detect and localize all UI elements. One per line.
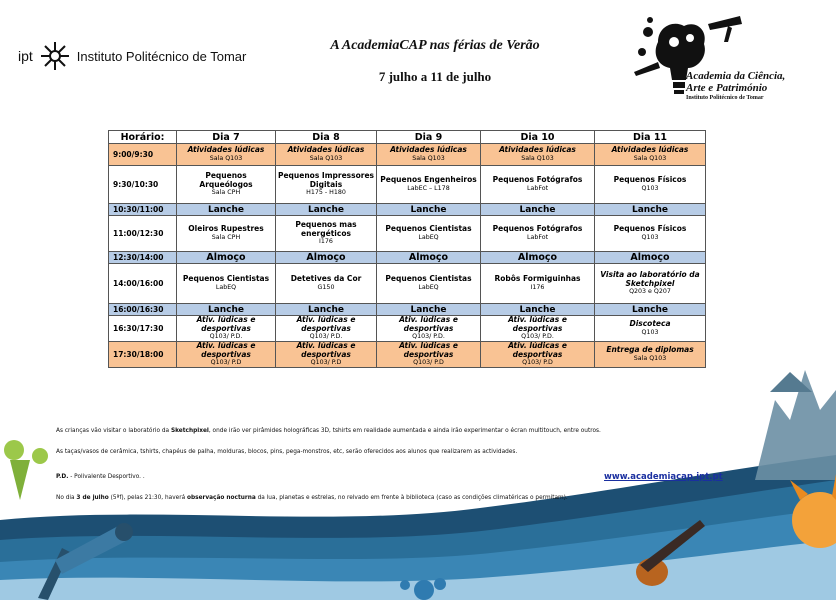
activity-cell <box>481 166 595 204</box>
activity-room: Sala Q103 <box>633 354 667 362</box>
activity-name: Atividades lúdicas <box>187 145 265 155</box>
activity-name: Ativ. lúdicas e desportivas <box>508 315 567 333</box>
time-slot: 17:30/18:00 <box>109 342 177 368</box>
note-text: No dia <box>56 495 77 501</box>
schedule-table <box>108 130 706 368</box>
activity-name: Detetives da Cor <box>290 274 362 284</box>
activity-cell <box>177 316 276 342</box>
activity-cell <box>177 216 276 252</box>
activity-room: I176 <box>319 238 333 245</box>
activity-cell <box>276 264 377 304</box>
academia-line3: Instituto Politécnico de Tomar <box>686 95 764 101</box>
snack-cell: Lanche <box>177 304 276 316</box>
activity-cell <box>481 342 595 368</box>
activity-room: Q103 <box>641 233 659 241</box>
activity-room: Sala Q103 <box>412 154 445 162</box>
snack-cell: Lanche <box>377 204 481 216</box>
ipt-name: Instituto Politécnico de Tomar <box>76 48 247 64</box>
activity-cell <box>595 144 706 166</box>
column-header: Dia 10 <box>481 131 595 144</box>
lunch-cell: Almoço <box>481 252 595 264</box>
activity-cell <box>595 316 706 342</box>
time-slot: 16:00/16:30 <box>109 304 177 316</box>
page-title: A AcademiaCAP nas férias de Verão <box>330 38 540 53</box>
note-gifts: As taças/vasos de cerâmica, tshirts, chapéus de palha, molduras, blocos, pins, pega-monstros, etc, serão oferecidos aos alunos que realizarem as actividades. <box>56 449 518 455</box>
lunch-cell: Almoço <box>177 252 276 264</box>
activity-cell <box>595 166 706 204</box>
snack-cell: Lanche <box>595 204 706 216</box>
activity-name: Ativ. lúdicas e desportivas <box>296 341 356 359</box>
activity-cell <box>276 216 377 252</box>
activity-room: LabEQ <box>215 283 237 291</box>
note-text: Sketchpixel <box>170 428 209 434</box>
website-link[interactable]: www.academiacap.ipt.pt <box>604 472 723 482</box>
activity-name: Ativ. lúdicas e desportivas <box>196 315 256 333</box>
activity-name: Pequenos mas energéticos <box>295 220 357 238</box>
activity-name: Visita ao laboratório da Sketchpixel <box>600 270 700 288</box>
activity-name: Ativ. lúdicas e desportivas <box>399 315 458 333</box>
ipt-abbr: ipt <box>18 48 33 64</box>
activity-name: Robôs Formiguinhas <box>494 274 581 284</box>
activity-room: Sala CPH <box>211 233 241 241</box>
activity-cell <box>481 316 595 342</box>
activity-cell <box>595 342 706 368</box>
activity-name: Pequenos Cientistas <box>182 274 270 284</box>
activity-room: Sala Q103 <box>521 154 554 162</box>
activity-name: Atividades lúdicas <box>390 145 467 155</box>
lunch-cell: Almoço <box>377 252 481 264</box>
time-slot: 11:00/12:30 <box>109 216 177 252</box>
green-plant-icon <box>4 440 48 500</box>
schedule-row <box>109 304 706 316</box>
activity-name: Pequenos Impressores Digitais <box>277 171 375 189</box>
activity-cell <box>177 144 276 166</box>
schedule-row <box>109 252 706 264</box>
castle-icon <box>755 370 836 480</box>
note-sketchpixel <box>56 428 601 434</box>
activity-name: Atividades lúdicas <box>611 145 689 155</box>
schedule-row <box>109 216 706 252</box>
activity-name: Entrega de diplomas <box>606 345 694 355</box>
activity-cell <box>276 144 377 166</box>
activity-room: Sala Q103 <box>209 154 243 162</box>
activity-room: Sala Q103 <box>633 154 667 162</box>
snack-cell: Lanche <box>481 304 595 316</box>
activity-cell <box>377 216 481 252</box>
schedule-header-row <box>109 131 706 144</box>
snack-cell: Lanche <box>177 204 276 216</box>
activity-cell <box>481 216 595 252</box>
note-text: observação nocturna <box>186 495 256 501</box>
activity-room: LabFot <box>526 184 549 192</box>
schedule-row <box>109 166 706 204</box>
activity-cell <box>481 144 595 166</box>
snack-cell: Lanche <box>276 304 377 316</box>
lunch-cell: Almoço <box>595 252 706 264</box>
activity-room: Q103/ P.D <box>413 359 444 366</box>
activity-cell <box>595 216 706 252</box>
schedule-row <box>109 144 706 166</box>
activity-room: Q103 <box>641 184 659 192</box>
activity-room: Q103 <box>641 328 659 336</box>
note-text: 3 de julho <box>76 495 109 501</box>
activity-name: Ativ. lúdicas e desportivas <box>399 341 458 359</box>
academia-line1: Academia da Ciência, <box>686 70 786 82</box>
activity-name: Pequenos Engenheiros <box>380 175 477 185</box>
activity-room: LabEQ <box>418 233 439 241</box>
activity-room: Q103/ P.D. <box>412 333 445 340</box>
activity-room: Sala CPH <box>211 189 241 196</box>
activity-cell <box>377 316 481 342</box>
activity-cell <box>177 166 276 204</box>
note-pd <box>56 474 145 480</box>
activity-room: LabEC – L178 <box>407 184 450 192</box>
activity-name: Ativ. lúdicas e desportivas <box>508 341 567 359</box>
activity-cell <box>377 166 481 204</box>
activity-room: Q103/ P.D <box>310 359 342 366</box>
activity-name: Oleiros Rupestres <box>188 224 264 234</box>
activity-cell <box>276 342 377 368</box>
activity-room: LabEQ <box>418 283 439 291</box>
academia-line2: Arte e Património <box>686 82 768 94</box>
activity-name: Pequenos Físicos <box>613 224 687 234</box>
snack-cell: Lanche <box>377 304 481 316</box>
activity-name: Pequenos Cientistas <box>385 274 472 284</box>
time-slot: 9:00/9:30 <box>109 144 177 166</box>
column-header: Dia 11 <box>595 131 706 144</box>
note-text: , onde irão ver pirâmides holográficas 3D, tshirts em realidade aumentada e ainda irão experimentar o écran multitouch, entre outros. <box>208 428 601 434</box>
activity-room: Q103/ P.D <box>210 359 242 366</box>
note-text: (5ªf), pelas 21:30, haverá <box>108 495 187 501</box>
activity-room: Q103/ P.D. <box>209 333 243 340</box>
activity-cell <box>276 166 377 204</box>
activity-room: Sala Q103 <box>309 154 343 162</box>
activity-cell <box>377 342 481 368</box>
activity-name: Ativ. lúdicas e desportivas <box>196 341 256 359</box>
snack-cell: Lanche <box>276 204 377 216</box>
column-header: Dia 8 <box>276 131 377 144</box>
activity-name: Ativ. lúdicas e desportivas <box>296 315 356 333</box>
activity-cell <box>177 342 276 368</box>
column-header: Horário: <box>109 131 177 144</box>
activity-name: Discoteca <box>629 319 671 329</box>
activity-room: Q203 e Q207 <box>629 288 671 295</box>
activity-cell <box>276 316 377 342</box>
schedule-row <box>109 204 706 216</box>
activity-name: Pequenos Fotógrafos <box>492 224 583 234</box>
time-slot: 14:00/16:00 <box>109 264 177 304</box>
activity-name: Pequenos Físicos <box>613 175 687 185</box>
activity-room: Q103/ P.D. <box>521 333 554 340</box>
activity-room: G150 <box>317 283 335 291</box>
page-dates: 7 julho a 11 de julho <box>378 69 492 84</box>
activity-name: Pequenos Arqueólogos <box>199 171 253 189</box>
schedule-row <box>109 342 706 368</box>
activity-cell <box>377 144 481 166</box>
schedule-row <box>109 264 706 304</box>
activity-name: Pequenos Fotógrafos <box>492 175 583 185</box>
time-slot: 16:30/17:30 <box>109 316 177 342</box>
time-slot: 9:30/10:30 <box>109 166 177 204</box>
snack-cell: Lanche <box>595 304 706 316</box>
activity-room: Q103/ P.D. <box>309 333 343 340</box>
activity-room: LabFot <box>526 233 549 241</box>
note-text: - Polivalente Desportivo. . <box>68 474 145 480</box>
activity-cell <box>481 264 595 304</box>
note-observation <box>56 495 568 501</box>
activity-cell <box>177 264 276 304</box>
column-header: Dia 9 <box>377 131 481 144</box>
activity-room: H175 - H180 <box>306 189 346 196</box>
note-text: da lua, planetas e estrelas, no relvado em frente à biblioteca (caso as condições climatéricas o permitam). <box>255 495 568 501</box>
activity-name: Pequenos Cientistas <box>385 224 472 234</box>
activity-cell <box>595 264 706 304</box>
ipt-star-icon <box>39 40 71 72</box>
note-text: P.D. <box>56 474 69 480</box>
column-header: Dia 7 <box>177 131 276 144</box>
activity-room: I176 <box>530 283 545 291</box>
note-text: As crianças vão visitar o laboratório da <box>56 428 171 434</box>
ipt-logo <box>18 40 246 72</box>
time-slot: 12:30/14:00 <box>109 252 177 264</box>
activity-cell <box>377 264 481 304</box>
time-slot: 10:30/11:00 <box>109 204 177 216</box>
academia-name <box>686 70 785 102</box>
lunch-cell: Almoço <box>276 252 377 264</box>
snack-cell: Lanche <box>481 204 595 216</box>
activity-room: Q103/ P.D <box>522 359 553 366</box>
schedule-row <box>109 316 706 342</box>
activity-name: Atividades lúdicas <box>499 145 576 155</box>
activity-name: Atividades lúdicas <box>287 145 365 155</box>
